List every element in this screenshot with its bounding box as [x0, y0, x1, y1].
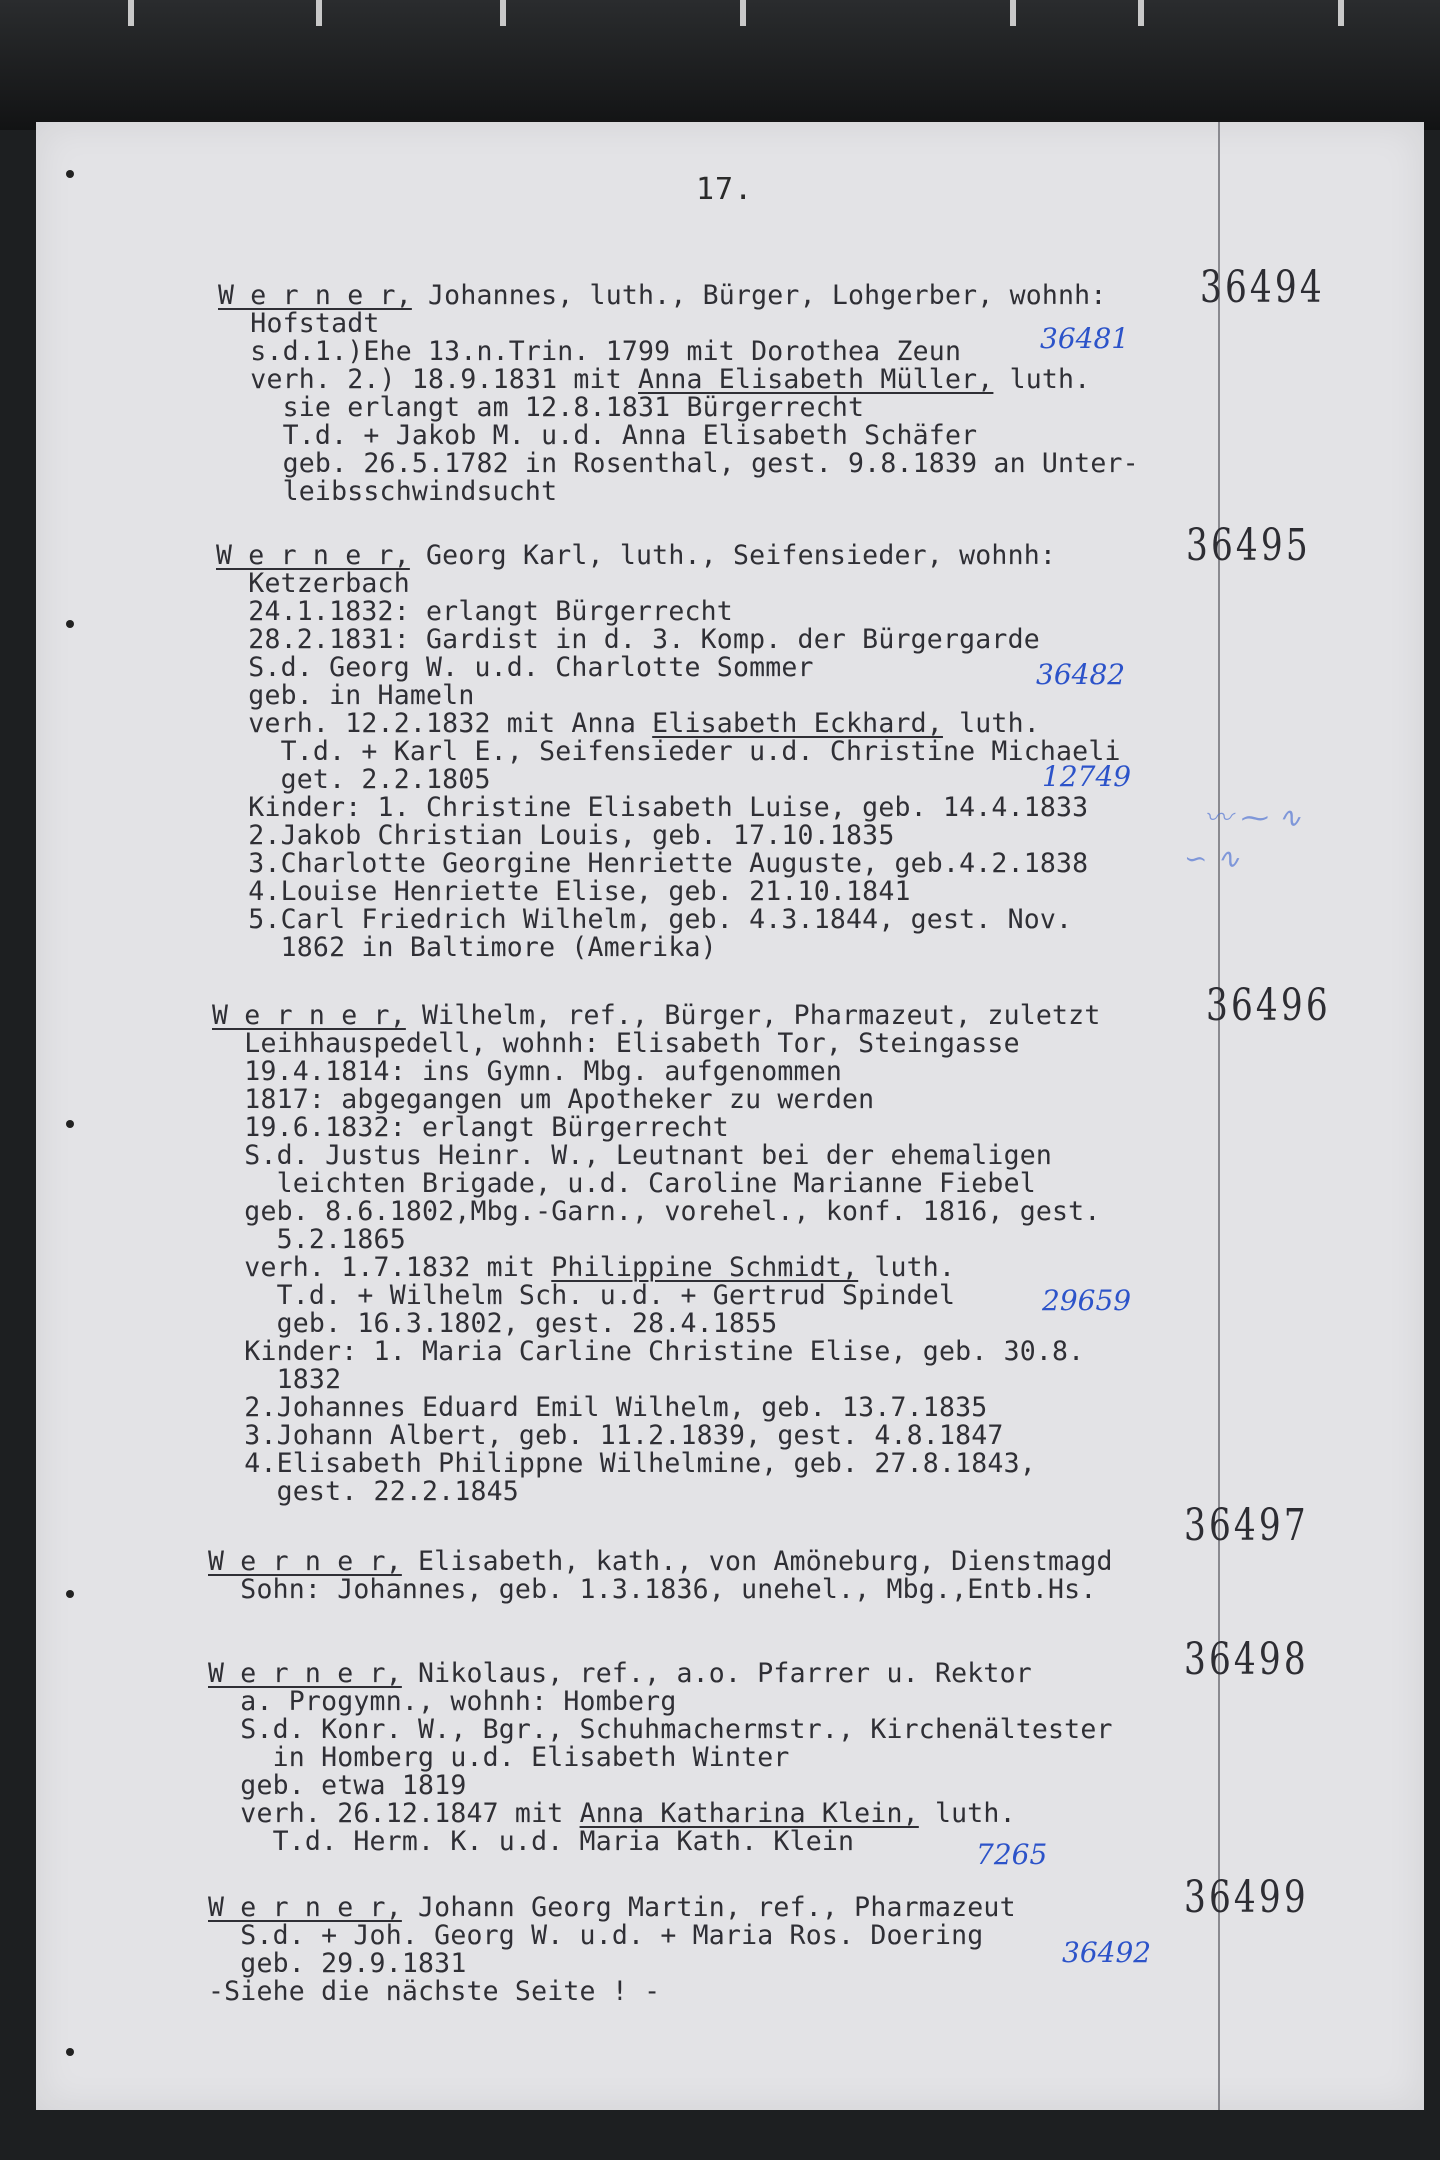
entry-line: 19.6.1832: erlangt Bürgerrecht: [212, 1112, 729, 1143]
binder-hole: [66, 1590, 74, 1598]
entry-line: Ketzerbach: [216, 568, 410, 599]
binder-hole: [66, 1120, 74, 1128]
entry-line: W e r n e r, Elisabeth, kath., von Amöneburg, Dienstmagd: [208, 1546, 1113, 1577]
sprocket-mark: [1010, 0, 1016, 26]
entry-line: S.d. Konr. W., Bgr., Schuhmachermstr., Kirchenältester: [208, 1714, 1113, 1745]
entry-line: 2.Johannes Eduard Emil Wilhelm, geb. 13.7.1835: [212, 1392, 988, 1423]
entry-line: 2.Jakob Christian Louis, geb. 17.10.1835: [216, 820, 895, 851]
entry-line: T.d. + Karl E., Seifensieder u.d. Christine Michaeli: [216, 736, 1121, 767]
handwritten-reference: 36492: [1062, 1936, 1152, 1969]
entry-surname: W e r n e r,: [208, 1892, 402, 1923]
entry-line: s.d.1.)Ehe 13.n.Trin. 1799 mit Dorothea Zeun: [218, 336, 962, 367]
entry-surname: W e r n e r,: [208, 1658, 402, 1689]
entry-line: 1832: [212, 1364, 342, 1395]
binder-hole: [66, 170, 74, 178]
entry-line: W e r n e r, Johann Georg Martin, ref., Pharmazeut: [208, 1892, 1016, 1923]
entry-line: 4.Louise Henriette Elise, geb. 21.10.1841: [216, 876, 911, 907]
handwritten-reference: 7265: [976, 1838, 1048, 1871]
entry-line: S.d. Georg W. u.d. Charlotte Sommer: [216, 652, 814, 683]
entry-line: 5.2.1865: [212, 1224, 406, 1255]
right-margin-rule: [1218, 122, 1220, 2110]
entry-line: leibsschwindsucht: [218, 476, 558, 507]
entry-line: -Siehe die nächste Seite ! -: [208, 1976, 661, 2007]
entry-line: W e r n e r, Nikolaus, ref., a.o. Pfarrer u. Rektor: [208, 1658, 1032, 1689]
handwritten-reference: 36481: [1040, 322, 1130, 355]
entry-number: 36496: [1206, 980, 1331, 1031]
entry-line: leichten Brigade, u.d. Caroline Marianne Fiebel: [212, 1168, 1036, 1199]
entry-line: verh. 26.12.1847 mit Anna Katharina Klein, luth.: [208, 1798, 1016, 1829]
binder-hole: [66, 2048, 74, 2056]
entry-line: geb. etwa 1819: [208, 1770, 467, 1801]
entry-line: in Homberg u.d. Elisabeth Winter: [208, 1742, 790, 1773]
sprocket-mark: [128, 0, 134, 26]
margin-scribble: ∽ ∿: [1184, 842, 1240, 875]
handwritten-reference: 29659: [1042, 1284, 1132, 1317]
entry-line: 19.4.1814: ins Gymn. Mbg. aufgenommen: [212, 1056, 843, 1087]
entry-surname: W e r n e r,: [216, 540, 410, 571]
sprocket-mark: [1138, 0, 1144, 26]
entry-line: get. 2.2.1805: [216, 764, 491, 795]
film-strip-top: [0, 0, 1440, 130]
entry-line: W e r n e r, Georg Karl, luth., Seifensieder, wohnh:: [216, 540, 1057, 571]
entry-line: 1817: abgegangen um Apotheker zu werden: [212, 1084, 875, 1115]
entry-line: Leihhauspedell, wohnh: Elisabeth Tor, Steingasse: [212, 1028, 1020, 1059]
entry-line: geb. 16.3.1802, gest. 28.4.1855: [212, 1308, 778, 1339]
entry-line: verh. 1.7.1832 mit Philippine Schmidt, luth.: [212, 1252, 956, 1283]
entry-surname: W e r n e r,: [212, 1000, 406, 1031]
entry-line: W e r n e r, Johannes, luth., Bürger, Lohgerber, wohnh:: [218, 280, 1107, 311]
entry-line: geb. 8.6.1802,Mbg.-Garn., vorehel., konf. 1816, gest.: [212, 1196, 1101, 1227]
document-page: [36, 122, 1424, 2110]
handwritten-reference: 12749: [1042, 760, 1132, 793]
entry-line: Hofstadt: [218, 308, 380, 339]
spouse-name: Anna Katharina Klein,: [579, 1798, 919, 1829]
page-number: 17.: [696, 172, 754, 207]
entry-line: gest. 22.2.1845: [212, 1476, 519, 1507]
entry-line: geb. 29.9.1831: [208, 1948, 467, 1979]
entry-line: 3.Charlotte Georgine Henriette Auguste, geb.4.2.1838: [216, 848, 1089, 879]
entry-line: a. Progymn., wohnh: Homberg: [208, 1686, 677, 1717]
binder-hole: [66, 620, 74, 628]
entry-line: 1862 in Baltimore (Amerika): [216, 932, 717, 963]
sprocket-mark: [316, 0, 322, 26]
sprocket-mark: [500, 0, 506, 26]
spouse-name: Anna Elisabeth Müller,: [638, 364, 994, 395]
entry-line: Sohn: Johannes, geb. 1.3.1836, unehel., Mbg.,Entb.Hs.: [208, 1574, 1097, 1605]
entry-line: 5.Carl Friedrich Wilhelm, geb. 4.3.1844, gest. Nov.: [216, 904, 1073, 935]
spouse-name: Philippine Schmidt,: [551, 1252, 859, 1283]
spouse-name: Elisabeth Eckhard,: [652, 708, 943, 739]
entry-surname: W e r n e r,: [218, 280, 412, 311]
entry-line: geb. in Hameln: [216, 680, 475, 711]
margin-scribble: 〰︎ ⁓ ∿: [1204, 801, 1302, 834]
handwritten-reference: 36482: [1036, 658, 1126, 691]
entry-line: Kinder: 1. Maria Carline Christine Elise, geb. 30.8.: [212, 1336, 1085, 1367]
entry-line: T.d. + Wilhelm Sch. u.d. + Gertrud Spindel: [212, 1280, 956, 1311]
entry-line: 3.Johann Albert, geb. 11.2.1839, gest. 4.8.1847: [212, 1420, 1004, 1451]
entry-number: 36498: [1184, 1634, 1309, 1685]
entry-line: W e r n e r, Wilhelm, ref., Bürger, Pharmazeut, zuletzt: [212, 1000, 1101, 1031]
entry-line: 24.1.1832: erlangt Bürgerrecht: [216, 596, 733, 627]
entry-line: 28.2.1831: Gardist in d. 3. Komp. der Bürgergarde: [216, 624, 1040, 655]
entry-line: verh. 2.) 18.9.1831 mit Anna Elisabeth Müller, luth.: [218, 364, 1091, 395]
entry-number: 36494: [1200, 262, 1325, 313]
entry-line: T.d. Herm. K. u.d. Maria Kath. Klein: [208, 1826, 855, 1857]
entry-line: 4.Elisabeth Philippne Wilhelmine, geb. 27.8.1843,: [212, 1448, 1036, 1479]
sprocket-mark: [740, 0, 746, 26]
entry-line: S.d. Justus Heinr. W., Leutnant bei der ehemaligen: [212, 1140, 1053, 1171]
entry-line: sie erlangt am 12.8.1831 Bürgerrecht: [218, 392, 865, 423]
sprocket-mark: [1338, 0, 1344, 26]
entry-line: Kinder: 1. Christine Elisabeth Luise, geb. 14.4.1833: [216, 792, 1089, 823]
entry-number: 36495: [1186, 520, 1311, 571]
entry-line: T.d. + Jakob M. u.d. Anna Elisabeth Schäfer: [218, 420, 978, 451]
entry-line: S.d. + Joh. Georg W. u.d. + Maria Ros. Doering: [208, 1920, 984, 1951]
entry-line: geb. 26.5.1782 in Rosenthal, gest. 9.8.1839 an Unter-: [218, 448, 1139, 479]
entry-surname: W e r n e r,: [208, 1546, 402, 1577]
entry-line: verh. 12.2.1832 mit Anna Elisabeth Eckhard, luth.: [216, 708, 1040, 739]
entry-number: 36497: [1184, 1500, 1309, 1551]
entry-number: 36499: [1184, 1872, 1309, 1923]
